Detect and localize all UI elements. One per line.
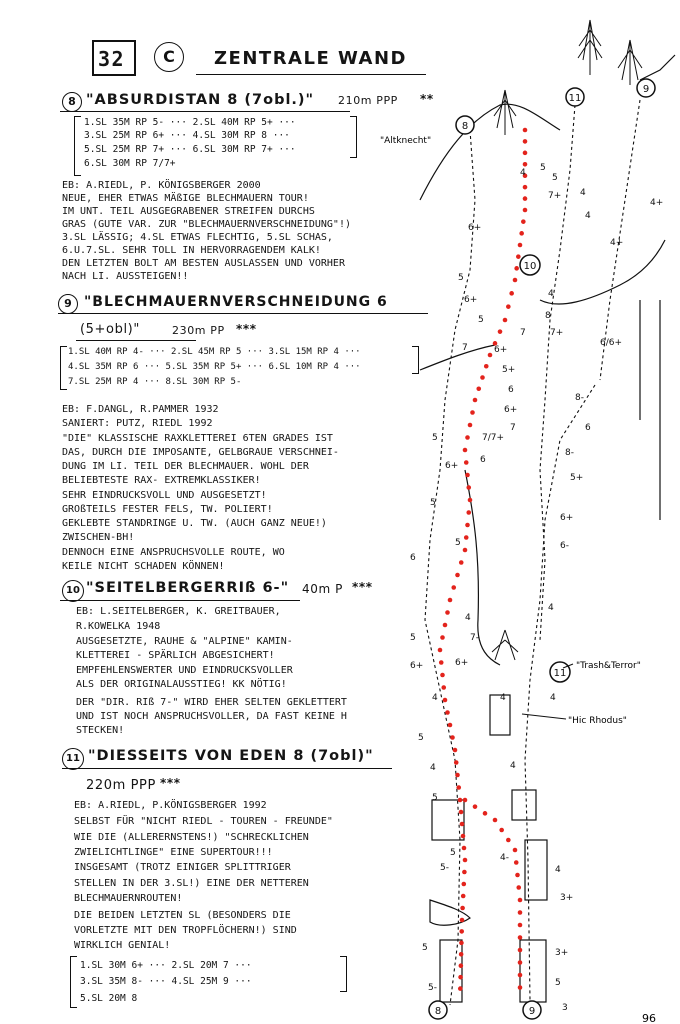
route-dot	[445, 610, 450, 615]
route-8-text: IM UNT. TEIL AUSGEGRABENER STREIFEN DURCHS	[62, 206, 315, 217]
route-dot	[521, 219, 526, 224]
marker-label: 10	[523, 261, 537, 272]
route-9-text: DUNG IM LI. TEIL DER BLECHMAUER. WOHL DER	[62, 461, 309, 472]
route-dot	[455, 773, 460, 778]
grade-label: 6-	[560, 541, 569, 551]
route-dot	[519, 231, 524, 236]
route-11-text: SELBST FÜR "NICHT RIEDL - TOUREN - FREUNDE"	[74, 816, 333, 827]
route-dot	[483, 811, 488, 816]
route-dot	[468, 498, 473, 503]
grade-label: 7	[462, 343, 468, 353]
grade-label: 8	[545, 311, 551, 321]
route-markers	[429, 79, 655, 1019]
grade-label: 5	[432, 793, 438, 803]
route-dot	[454, 760, 459, 765]
grade-label: 5	[458, 273, 464, 283]
grade-label: 7-	[470, 633, 479, 643]
route-11-text: WIE DIE (ALLERERNSTENS!) "SCHRECKLICHEN	[74, 832, 309, 843]
grade-label: 4+	[610, 238, 624, 248]
marker-11-mid	[550, 662, 570, 682]
route-10-text: UND IST NOCH ANSPRUCHSVOLLER, DA FAST KEINE H	[76, 711, 347, 722]
grade-label: 6+	[560, 513, 574, 523]
route-dot	[523, 185, 528, 190]
route-11-length: 220m PPP	[86, 778, 156, 793]
route-dot	[499, 828, 504, 833]
route-dot	[498, 329, 503, 334]
route-dot	[448, 723, 453, 728]
label-hic-rhodus: "Hic Rhodus"	[568, 716, 627, 726]
grade-label: 5	[432, 433, 438, 443]
route-dot	[445, 710, 450, 715]
route-dot	[506, 838, 511, 843]
route-9-text: GROßTEILS FESTER FELS, TW. POLIERT!	[62, 504, 273, 515]
grade-label: 6+	[445, 461, 459, 471]
route-10-text: DER "DIR. RIß 7-" WIRD EHER SELTEN GEKLETTERT	[76, 697, 347, 708]
route-9-title-2: (5+obl)"	[80, 322, 140, 337]
route-10-title: "SEITELBERGERRIß 6-"	[86, 580, 290, 596]
route-dot	[462, 870, 467, 875]
grade-label: 4	[580, 188, 586, 198]
grade-label: 7+	[548, 191, 562, 201]
marker-9-bottom	[523, 1001, 541, 1019]
route-dot	[460, 822, 465, 827]
grade-label: 5	[478, 315, 484, 325]
marker-label: 8	[434, 1006, 442, 1017]
route-10-text: EB: L.SEITELBERGER, K. GREITBAUER,	[76, 606, 281, 617]
route-dot	[458, 975, 463, 980]
label-altknecht: "Altknecht"	[380, 136, 432, 146]
marker-8-bottom	[429, 1001, 447, 1019]
route-10-text: R.KOWELKA 1948	[76, 621, 161, 632]
grade-label: 6	[410, 553, 416, 563]
route-dot	[459, 952, 464, 957]
route-10-stars: ***	[352, 580, 373, 594]
route-dot	[459, 810, 464, 815]
route-dot	[464, 535, 469, 540]
grade-label: 7+	[550, 328, 564, 338]
page-number: 32	[98, 47, 126, 71]
route-dot	[518, 935, 523, 940]
grade-label: 4	[520, 168, 526, 178]
route-8-pitch: 5.SL 25M RP 7+ ··· 6.SL 30M RP 7+ ···	[84, 144, 296, 155]
route-dot	[488, 353, 493, 358]
route-dot	[459, 929, 464, 934]
route-dot	[523, 162, 528, 167]
marker-10	[520, 255, 540, 275]
route-8-text: NEUE, EHER ETWAS MÄßIGE BLECHMAUERN TOUR!	[62, 193, 309, 204]
route-9-text: SANIERT: PUTZ, RIEDL 1992	[62, 418, 213, 429]
grade-label: 7	[510, 423, 516, 433]
route-9-length: 230m PP	[172, 324, 225, 337]
route-dot	[518, 243, 523, 248]
route-dot	[518, 948, 523, 953]
grade-label: 4	[500, 693, 506, 703]
route-dot	[503, 318, 508, 323]
route-9-pitch: 7.SL 25M RP 4 ··· 8.SL 30M RP 5-	[68, 377, 242, 387]
grade-label: 5	[422, 943, 428, 953]
route-dot	[465, 473, 470, 478]
route-10-text: AUSGESETZTE, RAUHE & "ALPINE" KAMIN-	[76, 636, 293, 647]
grade-label: 3	[562, 1003, 568, 1013]
route-10-number: 10	[62, 580, 84, 602]
route-11-pitch: 5.SL 20M 8	[80, 993, 138, 1004]
route-dot	[439, 660, 444, 665]
route-dot	[523, 128, 528, 133]
route-11-text: WIRKLICH GENIAL!	[74, 940, 171, 951]
route-9-text: ZWISCHEN-BH!	[62, 532, 135, 543]
route-dot	[514, 266, 519, 271]
route-dot	[523, 196, 528, 201]
route-dot	[463, 448, 468, 453]
grade-label: 4-	[500, 853, 509, 863]
grade-label: 4	[510, 761, 516, 771]
grade-label: 6+	[468, 223, 482, 233]
marker-label: 11	[553, 668, 567, 679]
route-11-stars: ***	[160, 776, 181, 790]
route-dot	[461, 894, 466, 899]
route-11-text: ZWIELICHTLINGE" EINE SUPERTOUR!!!	[74, 847, 273, 858]
route-dot	[516, 885, 521, 890]
route-dot	[518, 973, 523, 978]
grade-label: 7	[520, 328, 526, 338]
route-dot	[459, 963, 464, 968]
route-dot	[451, 585, 456, 590]
route-8-text: DEN LETZTEN BOLT AM BESTEN AUSLASSEN UND VORHER	[62, 258, 345, 269]
route-dot	[515, 873, 520, 878]
route-10-text: ALS DER ORIGINALAUSSTIEG! KK NÖTIG!	[76, 679, 287, 690]
route-dot	[465, 435, 470, 440]
route-8-pitch: 1.SL 35M RP 5- ··· 2.SL 40M RP 5+ ···	[84, 117, 296, 128]
route-10-text: STECKEN!	[76, 725, 125, 736]
route-dot	[438, 648, 443, 653]
route-dot	[518, 898, 523, 903]
route-dot	[473, 398, 478, 403]
route-8-title: "ABSURDISTAN 8 (7obl.)"	[86, 92, 315, 108]
grade-label: 5	[410, 633, 416, 643]
route-dot	[458, 798, 463, 803]
route-dot	[468, 423, 473, 428]
route-10-text: KLETTEREI - SPÄRLICH ABGESICHERT!	[76, 650, 275, 661]
route-11-text: INSGESAMT (TROTZ EINIGER SPLITTRIGER	[74, 862, 291, 873]
red-route-dots	[438, 128, 528, 991]
grade-label: 4	[432, 693, 438, 703]
route-dot	[440, 673, 445, 678]
route-dot	[484, 364, 489, 369]
route-11-text: VORLETZTE MIT DEN TROPFLÖCHERN!) SIND	[74, 925, 297, 936]
route-dot	[518, 960, 523, 965]
grade-label: 6+	[494, 345, 508, 355]
route-dot	[459, 560, 464, 565]
route-8-text: GRAS (GUTE VAR. ZUR "BLECHMAUERNVERSCHNEIDUNG"!)	[62, 219, 351, 230]
sector-letter: C	[163, 47, 175, 66]
route-dot	[465, 523, 470, 528]
grade-label: 5-	[428, 983, 437, 993]
route-9-pitch: 4.SL 35M RP 6 ··· 5.SL 35M RP 5+ ··· 6.SL 10M RP 4 ···	[68, 362, 361, 372]
grade-label: 6	[480, 455, 486, 465]
route-dot	[463, 548, 468, 553]
marker-label: 8	[461, 121, 469, 132]
route-8-stars: **	[420, 92, 434, 106]
grade-label: 4	[585, 211, 591, 221]
route-9-text: GEKLEBTE STANDRINGE U. TW. (AUCH GANZ NEUE!)	[62, 518, 327, 529]
route-dot	[462, 846, 467, 851]
grade-label: 6	[508, 385, 514, 395]
footer-number: 96	[642, 1012, 656, 1024]
grade-label: 5	[450, 848, 456, 858]
route-dot	[466, 485, 471, 490]
route-9-title: "BLECHMAUERNVERSCHNEIDUNG 6	[84, 294, 388, 310]
route-dot	[456, 785, 461, 790]
marker-11-top	[566, 88, 584, 106]
route-11-text: DIE BEIDEN LETZTEN SL (BESONDERS DIE	[74, 910, 291, 921]
route-dot	[466, 510, 471, 515]
route-dot	[480, 375, 485, 380]
route-dot	[523, 151, 528, 156]
grade-label: 4	[548, 289, 554, 299]
grade-label: 8-	[575, 393, 584, 403]
route-dot	[462, 882, 467, 887]
route-9-text: DENNOCH EINE ANSPRUCHSVOLLE ROUTE, WO	[62, 547, 285, 558]
marker-9-top	[637, 79, 655, 97]
grade-label: 6+	[504, 405, 518, 415]
route-dot	[463, 798, 468, 803]
route-dot	[460, 906, 465, 911]
grade-label: 6	[585, 423, 591, 433]
route-9-text: SEHR EINDRUCKSVOLL UND AUSGESETZT!	[62, 490, 267, 501]
route-dot	[448, 598, 453, 603]
route-dot	[476, 386, 481, 391]
route-dot	[458, 986, 463, 991]
route-dot	[473, 804, 478, 809]
grade-label: 5	[430, 498, 436, 508]
route-dot	[453, 748, 458, 753]
marker-label: 9	[528, 1006, 536, 1017]
route-9-stars: ***	[236, 322, 257, 336]
grade-label: 4	[555, 865, 561, 875]
grade-label: 3+	[555, 948, 569, 958]
route-8-pitch: 6.SL 30M RP 7/7+	[84, 158, 176, 169]
grade-label: 5	[555, 978, 561, 988]
route-9-number: 9	[58, 294, 78, 314]
marker-label: 11	[568, 93, 582, 104]
route-dot	[463, 858, 468, 863]
marker-8-top	[456, 116, 474, 134]
route-dot	[506, 304, 511, 309]
grade-label: 8-	[565, 448, 574, 458]
route-dot	[513, 848, 518, 853]
route-11-text: STELLEN IN DER 3.SL!) EINE DER NETTEREN	[74, 878, 309, 889]
grade-label: 5	[455, 538, 461, 548]
page-title: ZENTRALE WAND	[214, 48, 407, 69]
route-8-pitch: 3.SL 25M RP 6+ ··· 4.SL 30M RP 8 ···	[84, 130, 290, 141]
grade-label: 6+	[464, 295, 478, 305]
route-11-number: 11	[62, 748, 84, 770]
route-11-text: BLECHMAUERNROUTEN!	[74, 893, 183, 904]
route-10-text: EMPFEHLENSWERTER UND EINDRUCKSVOLLER	[76, 665, 293, 676]
route-dot	[470, 410, 475, 415]
grade-label: 4+	[650, 198, 664, 208]
route-dot	[443, 698, 448, 703]
route-dot	[509, 291, 514, 296]
route-dot	[493, 818, 498, 823]
grade-label: 6/6+	[600, 338, 623, 348]
route-dot	[516, 254, 521, 259]
route-9-text: KEILE NICHT SCHADEN KÖNNEN!	[62, 561, 225, 572]
route-9-text: BELIEBTESTE RAX- EXTREMKLASSIKER!	[62, 475, 261, 486]
route-dot	[523, 139, 528, 144]
route-dot	[518, 923, 523, 928]
route-9-pitch: 1.SL 40M RP 4- ··· 2.SL 45M RP 5 ··· 3.SL 15M RP 4 ···	[68, 347, 361, 357]
route-8-length: 210m PPP	[338, 94, 398, 107]
topo-grades	[410, 163, 663, 1013]
grade-label: 5	[540, 163, 546, 173]
route-dot	[523, 208, 528, 213]
route-11-text: EB: A.RIEDL, P.KÖNIGSBERGER 1992	[74, 800, 267, 811]
route-dot	[460, 918, 465, 923]
grade-label: 4	[465, 613, 471, 623]
route-8-text: EB: A.RIEDL, P. KÖNIGSBERGER 2000	[62, 180, 261, 191]
grade-label: 7/7+	[482, 433, 505, 443]
route-8-number: 8	[62, 92, 82, 112]
grade-label: 4	[548, 603, 554, 613]
route-9-text: "DIE" KLASSISCHE RAXKLETTEREI 6TEN GRADES IST	[62, 433, 333, 444]
route-dot	[461, 834, 466, 839]
grade-label: 5-	[440, 863, 449, 873]
route-8-text: 3.SL LÄSSIG; 4.SL ETWAS FLECHTIG, 5.SL SCHAS,	[62, 232, 333, 243]
route-11-pitch: 3.SL 35M 8- ··· 4.SL 25M 9 ···	[80, 976, 252, 987]
route-dot	[518, 985, 523, 990]
marker-label: 9	[642, 84, 650, 95]
route-dot	[513, 278, 518, 283]
route-9-text: EB: F.DANGL, R.PAMMER 1932	[62, 404, 219, 415]
route-dot	[464, 460, 469, 465]
grade-label: 4	[550, 693, 556, 703]
label-trash-terror: "Trash&Terror"	[576, 661, 641, 671]
route-dot	[450, 735, 455, 740]
grade-label: 5+	[502, 365, 516, 375]
route-dot	[514, 860, 519, 865]
grade-label: 6+	[410, 661, 424, 671]
route-dot	[440, 635, 445, 640]
grade-label: 4	[430, 763, 436, 773]
route-dot	[518, 910, 523, 915]
route-dot	[459, 941, 464, 946]
grade-label: 5	[552, 173, 558, 183]
grade-label: 5+	[570, 473, 584, 483]
grade-label: 6+	[455, 658, 469, 668]
route-10-length: 40m P	[302, 582, 344, 596]
route-11-pitch: 1.SL 30M 6+ ··· 2.SL 20M 7 ···	[80, 960, 252, 971]
route-lines	[425, 100, 640, 1005]
route-dot	[455, 573, 460, 578]
grade-label: 3+	[560, 893, 574, 903]
route-11-title: "DIESSEITS VON EDEN 8 (7obl)"	[88, 748, 374, 764]
route-8-text: NACH LI. AUSSTEIGEN!!	[62, 271, 189, 282]
route-dot	[441, 685, 446, 690]
route-9-text: DAS, DURCH DIE IMPOSANTE, GELBGRAUE VERSCHNEI-	[62, 447, 339, 458]
route-dot	[443, 623, 448, 628]
grade-label: 5	[418, 733, 424, 743]
route-8-text: 6.U.7.SL. SEHR TOLL IN HERVORRAGENDEM KALK!	[62, 245, 321, 256]
